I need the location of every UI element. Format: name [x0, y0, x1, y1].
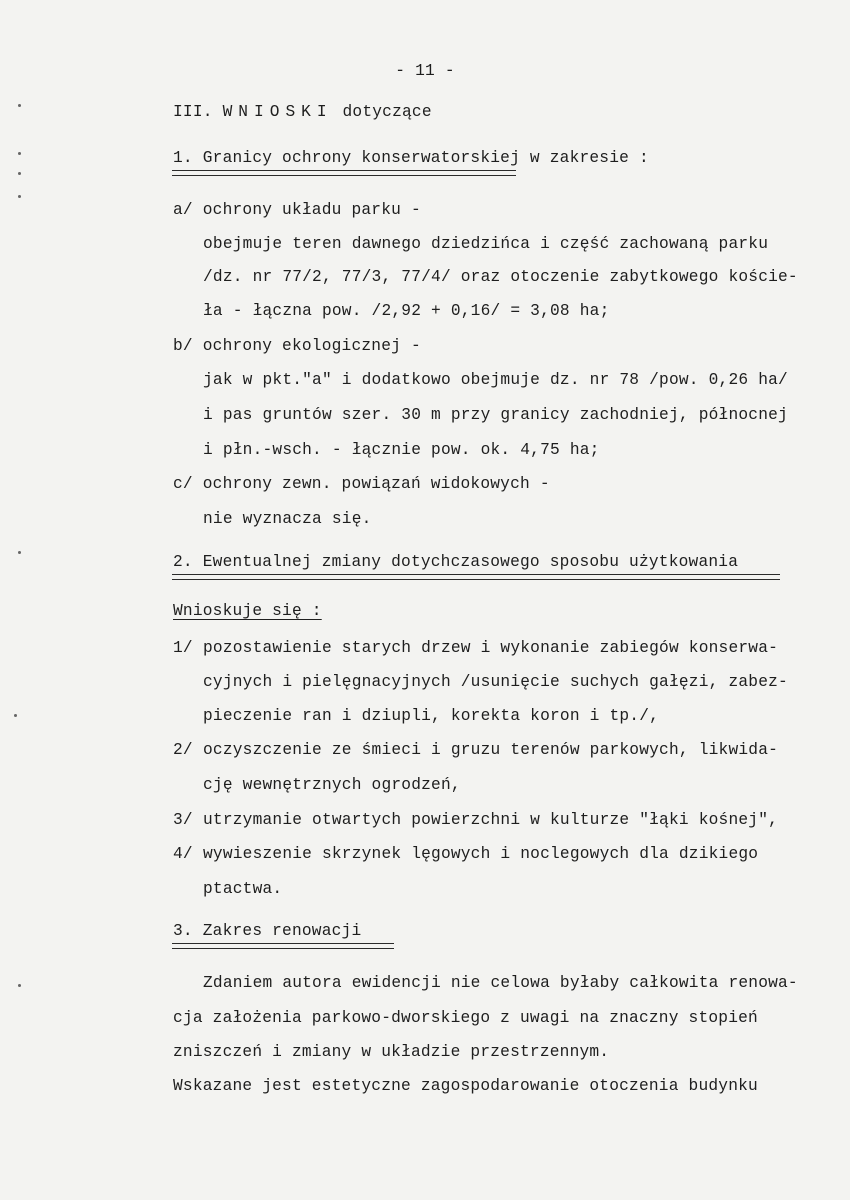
- item-line: wywieszenie skrzynek lęgowych i noclegowych dla dzikiego: [203, 845, 759, 863]
- paragraph-line: cja założenia parkowo-dworskiego z uwagi na znaczny stopień: [173, 1009, 758, 1027]
- paragraph-line: zniszczeń i zmiany w układzie przestrzennym.: [173, 1043, 610, 1061]
- point1-a-line: /dz. nr 77/2, 77/3, 77/4/ oraz otoczenie zabytkowego koście-: [203, 268, 798, 286]
- margin-dot: [18, 195, 21, 198]
- point1-b-label: b/ ochrony ekologicznej -: [173, 337, 421, 355]
- point1-c-label: c/ ochrony zewn. powiązań widokowych -: [173, 475, 550, 493]
- point1-b-line: i płn.-wsch. - łącznie pow. ok. 4,75 ha;: [203, 441, 600, 459]
- margin-dot: [18, 152, 21, 155]
- item-label: 2/: [173, 741, 193, 759]
- item-line: cję wewnętrznych ogrodzeń,: [203, 776, 461, 794]
- paragraph-line: Wskazane jest estetyczne zagospodarowanie otoczenia budynku: [173, 1077, 758, 1095]
- section-title: WNIOSKI: [222, 103, 333, 121]
- item-line: pozostawienie starych drzew i wykonanie zabiegów konserwa-: [203, 639, 779, 657]
- point1-a-line: ła - łączna pow. /2,92 + 0,16/ = 3,08 ha;: [203, 302, 610, 320]
- item-label: 3/: [173, 811, 193, 829]
- item-line: cyjnych i pielęgnacyjnych /usunięcie suchych gałęzi, zabez-: [203, 673, 788, 691]
- point1-a-line: obejmuje teren dawnego dziedzińca i część zachowaną parku: [203, 235, 769, 253]
- point2-title: 2. Ewentualnej zmiany dotychczasowego sposobu użytkowania: [173, 553, 739, 571]
- paragraph-line: Zdaniem autora ewidencji nie celowa byłaby całkowita renowa-: [203, 974, 798, 992]
- point1-b-line: i pas gruntów szer. 30 m przy granicy zachodniej, północnej: [203, 406, 788, 424]
- point1-title-underline: [172, 170, 516, 176]
- item-line: oczyszczenie ze śmieci i gruzu terenów parkowych, likwida-: [203, 741, 779, 759]
- item-line: pieczenie ran i dziupli, korekta koron i tp./,: [203, 707, 660, 725]
- page-number: - 11 -: [395, 62, 455, 80]
- point3-title-underline: [172, 943, 394, 949]
- section-title-suffix: dotyczące: [342, 103, 432, 121]
- point2-title-underline: [172, 574, 780, 580]
- item-line: utrzymanie otwartych powierzchni w kulturze "łąki kośnej",: [203, 811, 779, 829]
- item-label: 4/: [173, 845, 193, 863]
- margin-dot: [14, 714, 17, 717]
- margin-dot: [18, 984, 21, 987]
- point3-title: 3. Zakres renowacji: [173, 922, 362, 940]
- section-number: III.: [173, 103, 213, 121]
- point1-c-line: nie wyznacza się.: [203, 510, 372, 528]
- wnioskuje-label: Wnioskuje się :: [173, 602, 322, 620]
- margin-dot: [18, 172, 21, 175]
- point1-title: 1. Granicy ochrony konserwatorskiej w zakresie :: [173, 149, 649, 167]
- item-label: 1/: [173, 639, 193, 657]
- point1-a-label: a/ ochrony układu parku -: [173, 201, 421, 219]
- section-heading: [173, 102, 432, 122]
- margin-dot: [18, 551, 21, 554]
- item-line: ptactwa.: [203, 880, 283, 898]
- point1-b-line: jak w pkt."a" i dodatkowo obejmuje dz. nr 78 /pow. 0,26 ha/: [203, 371, 788, 389]
- margin-dot: [18, 104, 21, 107]
